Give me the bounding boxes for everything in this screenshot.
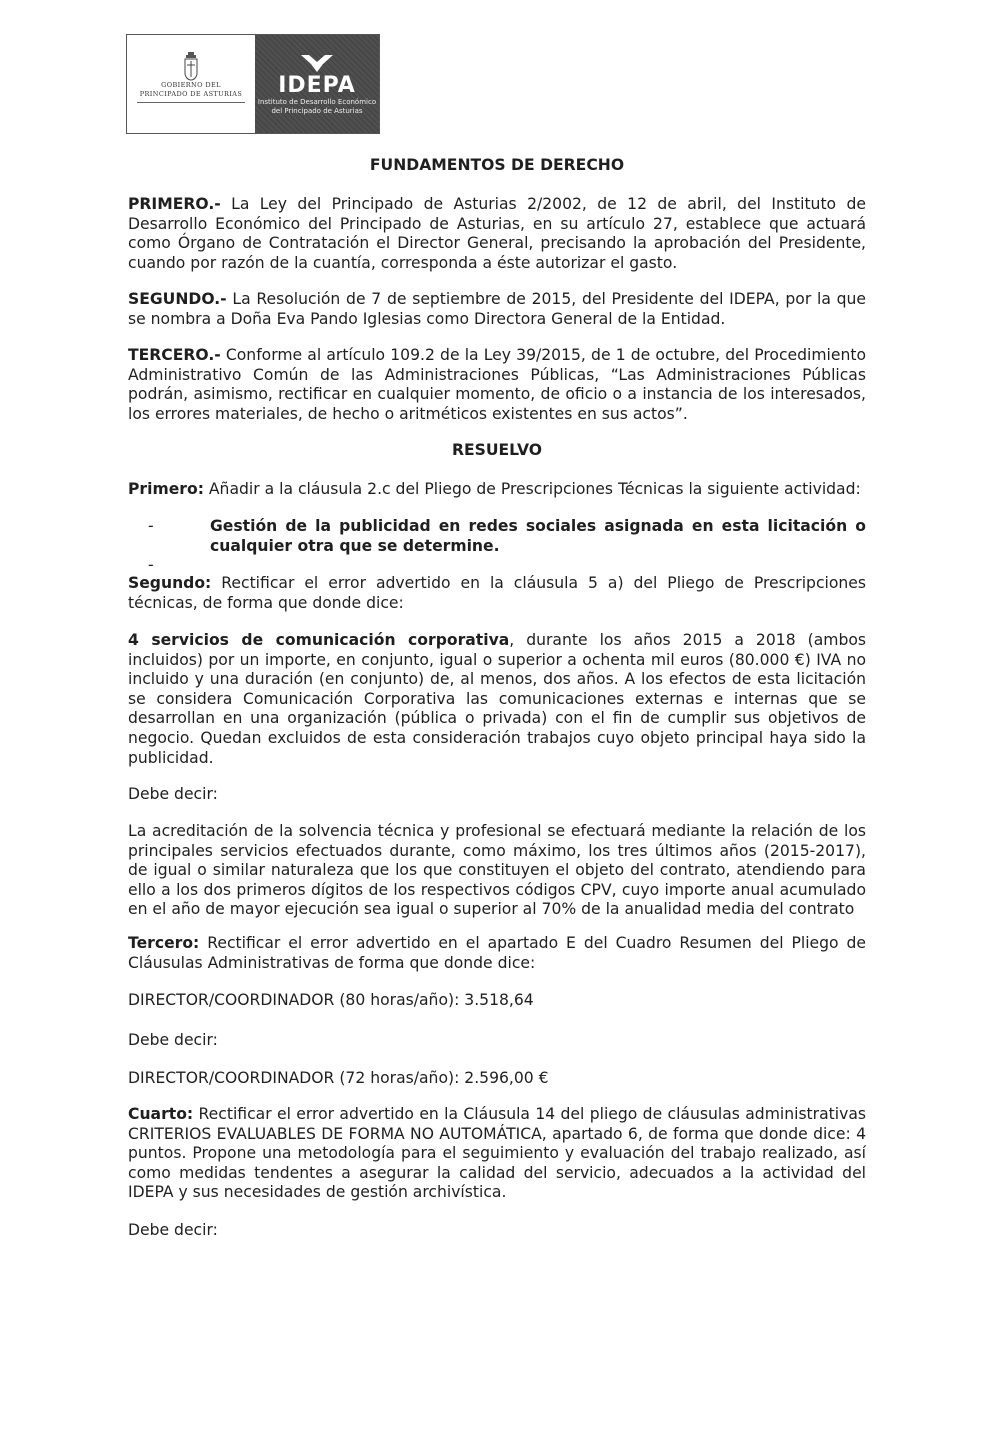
gobierno-line-1: GOBIERNO DEL [161, 81, 221, 89]
r-tercero-label: Tercero: [128, 934, 200, 952]
section-title: FUNDAMENTOS DE DERECHO [369, 156, 625, 174]
paragraph-r-cuarto [128, 1105, 866, 1203]
idepa-logo [255, 35, 379, 133]
primero-label: PRIMERO.- [128, 195, 221, 213]
tercero-text: Conforme al artículo 109.2 de la Ley 39/2015, de 1 de octubre, del Procedimiento Administrativo Común de las Administraciones Públicas, “Las Administraciones Públicas podrán, asimismo, rectificar en cualquier momento, de oficio o a instancia de los interesados, los errores materiales, de hecho o aritméticos existentes en sus actos”. [128, 346, 866, 423]
debe-decir-text: Debe decir: [128, 785, 218, 803]
idepa-sub-2: del Principado de Asturias [271, 107, 363, 115]
debe-decir-2 [128, 1031, 866, 1051]
coat-of-arms-icon [183, 51, 199, 81]
debe-decir-text: Debe decir: [128, 1031, 218, 1049]
paragraph-r-primero [128, 480, 866, 500]
paragraph-r-tercero [128, 934, 866, 973]
paragraph-segundo [128, 290, 866, 329]
servicios-text: , durante los años 2015 a 2018 (ambos incluidos) por un importe, en conjunto, igual o superior a ochenta mil euros (80.000 €) IVA no incluido y una duración (en conjunto) de, al menos, dos años. A los efectos de esta licitación se considera Comunicación Corporativa las comunicaciones externas e internas que se desarrollan en una organización (pública o privada) con el fin de cumplir sus objetivos de negocio. Quedan excluidos de esta consideración trabajos cuyo objeto principal haya sido la publicidad. [128, 631, 867, 767]
paragraph-r-segundo [128, 574, 866, 613]
gobierno-logo [127, 35, 255, 133]
director-old [128, 991, 866, 1011]
paragraph-primero [128, 195, 866, 273]
director-new [128, 1069, 866, 1089]
r-segundo-label: Segundo: [128, 574, 212, 592]
r-primero-label: Primero: [128, 480, 204, 498]
header-logo [126, 34, 380, 134]
primero-text: La Ley del Principado de Asturias 2/2002, de 12 de abril, del Instituto de Desarrollo Económico del Principado de Asturias, en su artículo 27, establece que actuará como Órgano de Contratación el Director General, precisando la aprobación del Presidente, cuando por razón de la cuantía, corresponda a éste autorizar el gasto. [128, 195, 866, 272]
resuelvo-heading: RESUELVO [451, 441, 543, 459]
tercero-label: TERCERO.- [128, 346, 221, 364]
gobierno-line-2: PRINCIPADO DE ASTURIAS [139, 90, 243, 98]
idepa-mark-icon [297, 52, 337, 74]
bullet-dash: - [148, 517, 154, 535]
bullet-dash: - [148, 556, 154, 575]
paragraph-servicios [128, 631, 866, 768]
idepa-brand: IDEPA [278, 73, 356, 98]
director-old-text: DIRECTOR/COORDINADOR (80 horas/año): 3.518,64 [128, 991, 534, 1009]
list-item-empty [148, 556, 866, 576]
servicios-bold: 4 servicios de comunicación corporativa [128, 631, 510, 649]
r-cuarto-label: Cuarto: [128, 1105, 194, 1123]
debe-decir-1 [128, 785, 866, 805]
r-tercero-text: Rectificar el error advertido en el apartado E del Cuadro Resumen del Pliego de Cláusulas Administrativas de forma que donde dice: [128, 934, 866, 972]
r-segundo-text: Rectificar el error advertido en la cláusula 5 a) del Pliego de Prescripciones técnicas, de forma que donde dice: [128, 574, 866, 612]
paragraph-tercero [128, 346, 866, 424]
director-new-text: DIRECTOR/COORDINADOR (72 horas/año): 2.596,00 € [128, 1069, 549, 1087]
gobierno-rule [137, 102, 245, 103]
acreditacion-text: La acreditación de la solvencia técnica y profesional se efectuará mediante la relación de los principales servicios efectuados durante, como máximo, los tres últimos años (2015-2017), de igual o similar naturaleza que los que constituyen el objeto del contrato, atendiendo para ello a los dos primeros dígitos de los respectivos códigos CPV, cuyo importe anual acumulado en el año de mayor ejecución sea igual o superior al 70% de la anualidad media del contrato [128, 822, 866, 919]
bullet-text: Gestión de la publicidad en redes sociales asignada en esta licitación o cualquier otra que se determine. [210, 517, 866, 555]
debe-decir-3 [128, 1221, 866, 1241]
segundo-label: SEGUNDO.- [128, 290, 227, 308]
segundo-text: La Resolución de 7 de septiembre de 2015, del Presidente del IDEPA, por la que se nombra a Doña Eva Pando Iglesias como Directora General de la Entidad. [128, 290, 866, 328]
debe-decir-text: Debe decir: [128, 1221, 218, 1239]
idepa-sub-1: Instituto de Desarrollo Económico [257, 98, 377, 106]
r-primero-text: Añadir a la cláusula 2.c del Pliego de Prescripciones Técnicas la siguiente actividad: [203, 480, 861, 498]
r-cuarto-text: Rectificar el error advertido en la Cláusula 14 del pliego de cláusulas administrativas CRITERIOS EVALUABLES DE FORMA NO AUTOMÁTICA, apartado 6, de forma que donde dice: 4 puntos. Propone una metodología para el seguimiento y evaluación del trabajo realizado, así como medidas tendentes a asegurar la calidad del servicio, adecuados a la actividad del IDEPA y sus necesidades de gestión archivística. [128, 1105, 866, 1202]
paragraph-acreditacion [128, 822, 866, 920]
list-item [148, 517, 866, 556]
bullet-list [148, 517, 866, 576]
